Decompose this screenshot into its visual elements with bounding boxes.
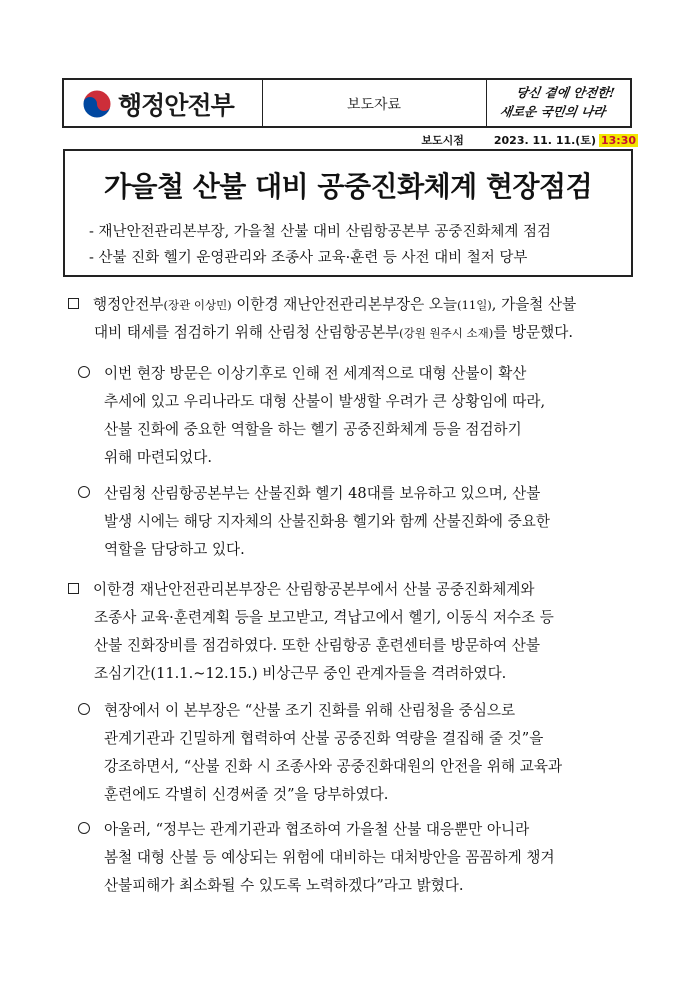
taegeuk-emblem-icon <box>82 89 112 119</box>
square-bullet-icon <box>68 583 79 594</box>
ministry-logo <box>82 88 234 120</box>
body-bullet-3 <box>78 697 562 809</box>
text-line: 산불 진화에 중요한 역할을 하는 헬기 공중진화체계 등을 점검하기 <box>104 421 522 438</box>
text-line: 현장에서 이 본부장은 “산불 조기 진화를 위해 산림청을 중심으로 <box>104 702 516 719</box>
text-line: 이한경 재난안전관리본부장은 산림항공본부에서 산불 공중진화체계와 <box>93 581 535 598</box>
header-divider <box>486 80 487 126</box>
text-run: (장관 이상민) <box>163 298 232 312</box>
release-time <box>421 132 638 148</box>
text-run: 이한경 재난안전관리본부장은 오늘 <box>231 296 458 313</box>
text-line: 강조하면서, “산불 진화 시 조종사와 공중진화대원의 안전을 위해 교육과 <box>104 758 563 775</box>
headline-title: 가을철 산불 대비 공중진화체계 현장점검 <box>103 170 593 203</box>
body-bullet-2 <box>78 480 550 564</box>
circle-bullet-icon <box>78 703 90 715</box>
subtitle-line: - 재난안전관리본부장, 가을철 산불 대비 산림항공본부 공중진화체계 점검 <box>89 224 551 240</box>
text-line: 산림청 산림항공본부는 산불진화 헬기 48대를 보유하고 있으며, 산불 <box>104 485 541 502</box>
text-line: 위해 마련되었다. <box>104 449 212 466</box>
header-divider <box>262 80 263 126</box>
circle-bullet-icon <box>78 486 90 498</box>
text-line: 이번 현장 방문은 이상기후로 인해 전 세계적으로 대형 산불이 확산 <box>104 365 527 382</box>
text-line: 산불피해가 최소화될 수 있도록 노력하겠다”라고 밝혔다. <box>104 877 464 894</box>
text-run: 행정안전부 <box>93 296 164 313</box>
text-run: 를 방문했다. <box>493 324 573 341</box>
text-run: 대비 태세를 점검하기 위해 산림청 산림항공본부 <box>94 324 400 341</box>
square-bullet-icon <box>68 298 79 309</box>
slogan-line-1: 당신 곁에 안전한! <box>514 85 616 100</box>
text-run: (11일) <box>457 298 492 312</box>
subtitle-line: - 산불 진화 헬기 운영관리와 조종사 교육·훈련 등 사전 대비 철저 당부 <box>89 250 528 266</box>
text-line: 봄철 대형 산불 등 예상되는 위험에 대비하는 대처방안을 꼼꼼하게 챙겨 <box>104 849 555 866</box>
text-line: 역할을 담당하고 있다. <box>104 541 245 558</box>
headline-subtitles <box>89 219 621 271</box>
text-line: 아울러, “정부는 관계기관과 협조하여 가을철 산불 대응뿐만 아니라 <box>104 821 530 838</box>
ministry-name: 행정안전부 <box>118 91 234 120</box>
headline-box <box>63 149 633 277</box>
release-date: 2023. 11. 11.(토) <box>493 134 596 147</box>
press-release-label: 보도자료 <box>346 97 402 113</box>
text-run: (강원 원주시 소재) <box>399 326 494 340</box>
text-line: 관계기관과 긴밀하게 협력하여 산불 공중진화 역량을 결집해 줄 것”을 <box>104 730 544 747</box>
circle-bullet-icon <box>78 822 90 834</box>
body-bullet-1 <box>78 360 545 472</box>
text-line: 산불 진화장비를 점검하였다. 또한 산림항공 훈련센터를 방문하여 산불 <box>94 637 540 654</box>
release-time-label: 보도시점 <box>421 134 464 147</box>
government-slogan <box>494 83 630 125</box>
body-paragraph-1 <box>68 291 576 347</box>
body-bullet-4 <box>78 816 555 900</box>
header-box <box>62 78 632 128</box>
text-line: 발생 시에는 해당 지자체의 산불진화용 헬기와 함께 산불진화에 중요한 <box>104 513 550 530</box>
slogan-line-2: 새로운 국민의 나라 <box>498 104 607 119</box>
text-line: 훈련에도 각별히 신경써줄 것”을 당부하였다. <box>104 786 389 803</box>
text-run: , 가을철 산불 <box>491 296 577 313</box>
circle-bullet-icon <box>78 366 90 378</box>
text-line: 조종사 교육·훈련계획 등을 보고받고, 격납고에서 헬기, 이동식 저수조 등 <box>94 609 554 626</box>
release-time-value: 13:30 <box>600 133 636 147</box>
body-paragraph-2 <box>68 576 554 688</box>
text-line: 추세에 있고 우리나라도 대형 산불이 발생할 우려가 큰 상황임에 따라, <box>104 393 546 410</box>
text-line: 조심기간(11.1.~12.15.) 비상근무 중인 관계자들을 격려하였다. <box>94 665 507 682</box>
